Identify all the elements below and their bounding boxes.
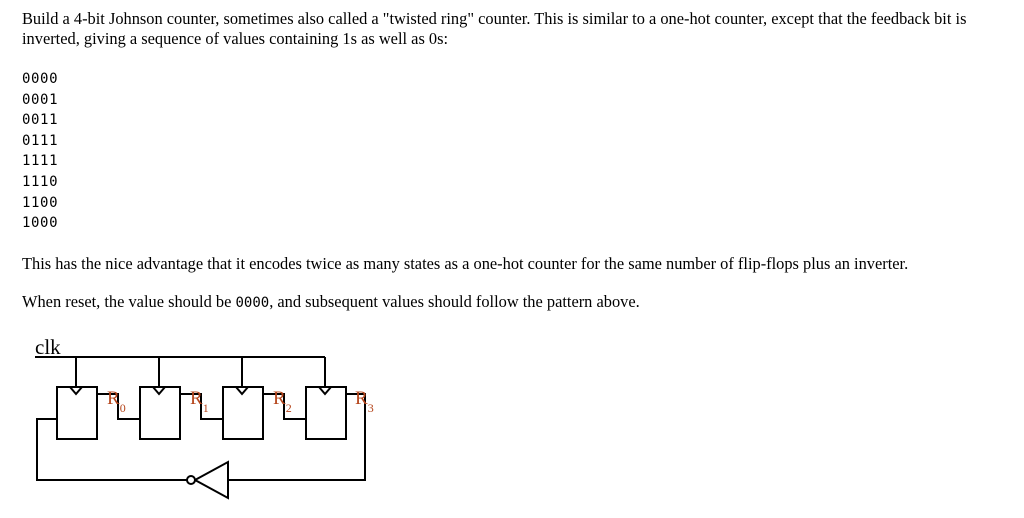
register-label-3: $R_3$: [355, 388, 374, 415]
reset-text-after: , and subsequent values should follow the pattern above.: [269, 292, 640, 311]
johnson-counter-diagram: [0, 330, 400, 515]
sequence-value: 1110: [22, 173, 59, 190]
clock-label: clk: [35, 335, 61, 359]
intro-paragraph: Build a 4-bit Johnson counter, sometimes also called a "twisted ring" counter. This is similar to a one-hot counter, except that the feedback bit is inverted, giving a sequence of values containing 1s as well as 0s:: [22, 9, 967, 48]
sequence-value: 1100: [22, 194, 59, 211]
circuit-wiring: [35, 357, 365, 498]
flip-flop-box: [306, 387, 346, 439]
sequence-list: [22, 69, 58, 234]
register-label-1: $R_1$: [190, 388, 209, 415]
inverter-icon: [195, 462, 228, 498]
sequence-value: 0111: [22, 132, 59, 149]
register-label-2: $R_2$: [273, 388, 292, 415]
sequence-value: 0001: [22, 91, 59, 108]
clock-input-icon: [319, 387, 331, 394]
feedback-wire: [37, 419, 187, 480]
reset-text-before: When reset, the value should be: [22, 292, 236, 311]
clock-input-icon: [236, 387, 248, 394]
flip-flop-box: [223, 387, 263, 439]
reset-paragraph: [22, 292, 640, 313]
sequence-value: 0000: [22, 71, 59, 87]
clock-input-icon: [153, 387, 165, 394]
reset-value: 0000: [235, 295, 270, 311]
register-label-0: $R_0$: [107, 388, 126, 415]
clock-input-icon: [70, 387, 82, 394]
feedback-wire: [228, 394, 365, 480]
sequence-value: 0011: [22, 112, 59, 129]
flip-flop-box: [140, 387, 180, 439]
sequence-value: 1000: [22, 215, 59, 232]
inverter-bubble-icon: [187, 476, 195, 484]
advantage-paragraph: This has the nice advantage that it encodes twice as many states as a one-hot counter for the same number of flip-flops plus an inverter.: [22, 254, 909, 273]
flip-flop-box: [57, 387, 97, 439]
sequence-value: 1111: [22, 153, 59, 170]
